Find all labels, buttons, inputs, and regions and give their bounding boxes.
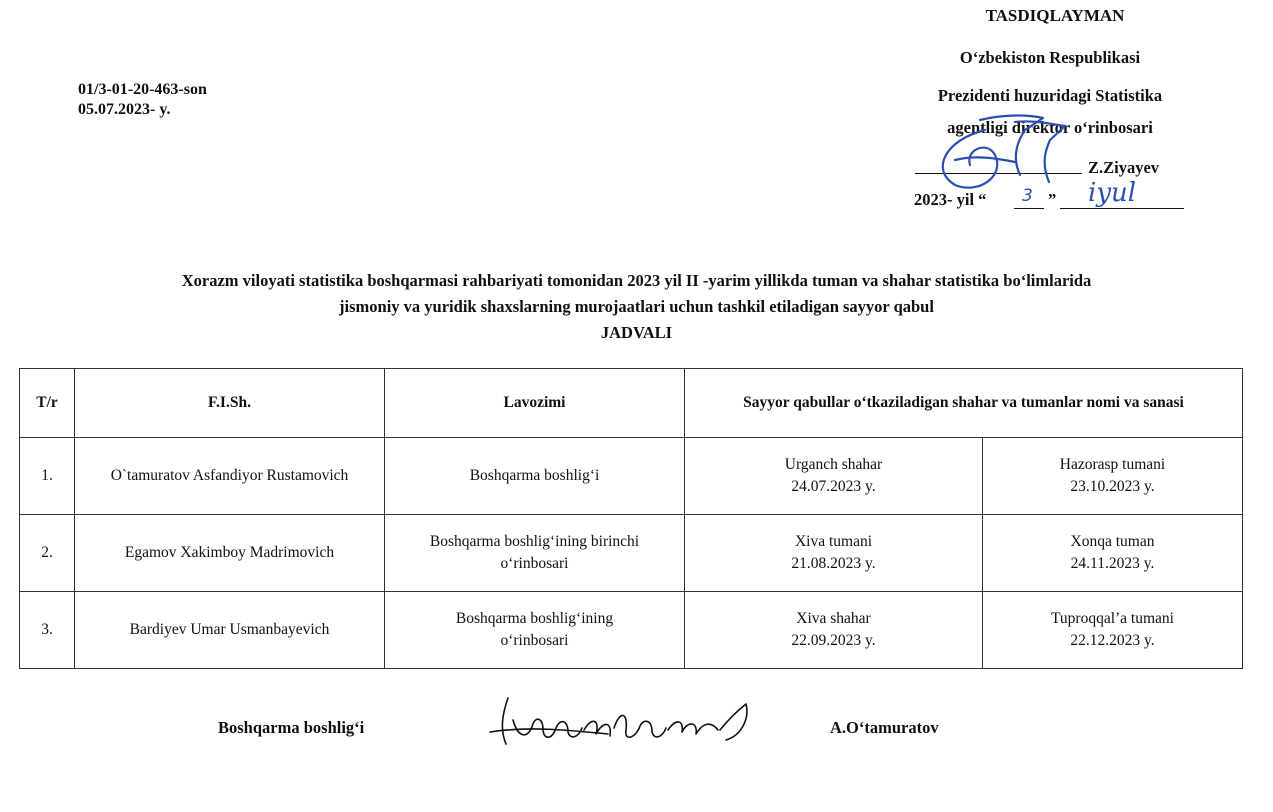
visit-place: Xonqa tuman (1070, 533, 1155, 550)
approval-line-1: O‘zbekiston Respublikasi (959, 48, 1141, 67)
visit-place: Xiva shahar (796, 610, 871, 627)
footer-role: Boshqarma boshlig‘i (218, 718, 365, 737)
visit-date: 22.09.2023 y. (791, 632, 876, 649)
table-row (20, 592, 1243, 669)
table-row (20, 438, 1243, 515)
header-number: T/r (20, 369, 75, 438)
approval-signatory: Z.Ziyayev (1088, 158, 1160, 177)
approval-date-quote: ” (1048, 190, 1057, 209)
header-schedule: Sayyor qabullar o‘tkaziladigan shahar va tumanlar nomi va sanasi (685, 369, 1243, 438)
title-line-3: JADVALI (600, 323, 673, 342)
title-line-2: jismoniy va yuridik shaxslarning murojaatlari uchun tashkil etiladigan sayyor qabul (339, 297, 934, 316)
header-name: F.I.Sh. (75, 369, 385, 438)
footer-signature-image (488, 690, 758, 750)
approval-date-prefix: 2023- yil “ (914, 190, 987, 209)
approval-date-month-line (1060, 208, 1184, 209)
approver-signature-image (925, 100, 1085, 200)
row-position (385, 515, 685, 592)
header-position: Lavozimi (385, 369, 685, 438)
row-number: 1. (20, 438, 75, 515)
row-position: Boshqarma boshlig‘i (385, 438, 685, 515)
row-name: Egamov Xakimboy Madrimovich (75, 515, 385, 592)
visit-place: Hazorasp tumani (1059, 456, 1166, 473)
document-reference (78, 80, 207, 120)
approval-date-day-line (1014, 208, 1044, 209)
visit-date: 22.12.2023 y. (1070, 632, 1155, 649)
position-line: o‘rinbosari (500, 555, 569, 572)
visit-place: Urganch shahar (784, 456, 883, 473)
row-visit-1 (685, 515, 983, 592)
visit-place: Tuproqqal’a tumani (1051, 610, 1174, 627)
visit-date: 21.08.2023 y. (791, 555, 876, 572)
row-name: Bardiyev Umar Usmanbayevich (75, 592, 385, 669)
position-line: Boshqarma boshlig‘ining birinchi (429, 533, 640, 550)
title-line-1: Xorazm viloyati statistika boshqarmasi rahbariyati tomonidan 2023 yil II -yarim yillikda tuman va shahar statistika bo‘limlarida (181, 271, 1092, 290)
approval-date-month: iyul (1088, 178, 1137, 208)
row-position (385, 592, 685, 669)
row-name: O`tamuratov Asfandiyor Rustamovich (75, 438, 385, 515)
approval-heading: TASDIQLAYMAN (985, 6, 1125, 25)
reference-date: 05.07.2023- y. (78, 101, 171, 118)
row-visit-1 (685, 592, 983, 669)
schedule-table (19, 368, 1243, 669)
approval-line-2: Prezidenti huzuridagi Statistika (937, 86, 1163, 105)
approval-date-day: 3 (1022, 186, 1033, 206)
approval-line-3: agentligi direktor o‘rinbosari (947, 118, 1153, 137)
row-number: 2. (20, 515, 75, 592)
row-number: 3. (20, 592, 75, 669)
position-line: Boshqarma boshlig‘ining (455, 610, 614, 627)
visit-date: 23.10.2023 y. (1070, 478, 1155, 495)
row-visit-2 (983, 592, 1243, 669)
document-title (20, 268, 1253, 346)
row-visit-1 (685, 438, 983, 515)
reference-number: 01/3-01-20-463-son (78, 81, 207, 98)
visit-place: Xiva tumani (794, 533, 873, 550)
visit-date: 24.07.2023 y. (791, 478, 876, 495)
footer-name: A.O‘tamuratov (830, 718, 939, 737)
position-line: o‘rinbosari (500, 632, 569, 649)
table-header-row (20, 369, 1243, 438)
row-visit-2 (983, 515, 1243, 592)
table-row (20, 515, 1243, 592)
visit-date: 24.11.2023 y. (1070, 555, 1155, 572)
row-visit-2 (983, 438, 1243, 515)
